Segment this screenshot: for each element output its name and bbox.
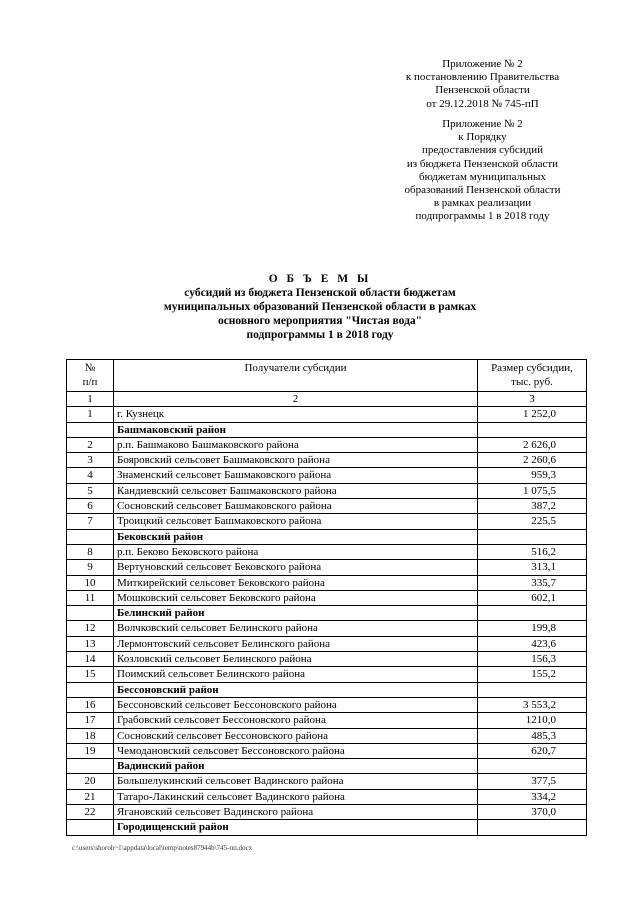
table-row: [67, 575, 587, 590]
row-number: 20: [67, 774, 114, 789]
subsidy-amount: 2 260,6: [478, 453, 587, 468]
table-row: [67, 483, 587, 498]
district-row: [67, 606, 587, 621]
recipient-name: Бессоновский сельсовет Бессоновского района: [114, 697, 478, 712]
district-row: [67, 422, 587, 437]
recipient-name: Поимский сельсовет Белинского района: [114, 667, 478, 682]
appendix-line: к постановлению Правительства: [405, 71, 560, 84]
subsidy-amount: 1210,0: [478, 713, 587, 728]
subsidy-amount: 3 553,2: [478, 697, 587, 712]
table-row: [67, 590, 587, 605]
subsidy-amount: 485,3: [478, 728, 587, 743]
table-row: [67, 728, 587, 743]
table-row: [67, 468, 587, 483]
empty-cell: [67, 529, 114, 544]
document-subtitle: [120, 286, 520, 342]
subsidy-amount: 199,8: [478, 621, 587, 636]
header-recipients: Получатели субсидии: [114, 360, 478, 392]
index-cell: 2: [114, 392, 478, 407]
empty-cell: [478, 682, 587, 697]
table-row: [67, 544, 587, 559]
subsidy-amount: 423,6: [478, 636, 587, 651]
appendix-line: образований Пензенской области: [404, 184, 561, 197]
row-number: 5: [67, 483, 114, 498]
table-row: [67, 453, 587, 468]
subsidy-amount: 620,7: [478, 743, 587, 758]
empty-cell: [67, 682, 114, 697]
row-number: 19: [67, 743, 114, 758]
district-row: [67, 529, 587, 544]
recipient-name: Троицкий сельсовет Башмаковского района: [114, 514, 478, 529]
recipient-name: Бояровский сельсовет Башмаковского района: [114, 453, 478, 468]
row-number: 1: [67, 407, 114, 422]
table-row: [67, 499, 587, 514]
row-number: 7: [67, 514, 114, 529]
district-row: [67, 759, 587, 774]
row-number: 11: [67, 590, 114, 605]
empty-cell: [67, 820, 114, 835]
district-name: Вадинский район: [114, 759, 478, 774]
recipient-name: Волчковский сельсовет Белинского района: [114, 621, 478, 636]
subsidy-amount: 334,2: [478, 789, 587, 804]
empty-cell: [478, 529, 587, 544]
heading-line: муниципальных образований Пензенской области в рамках: [163, 301, 477, 313]
appendix-line: Приложение № 2: [442, 58, 523, 70]
document-heading: [120, 272, 520, 342]
row-number: 9: [67, 560, 114, 575]
table-row: [67, 805, 587, 820]
subsidy-amount: 602,1: [478, 590, 587, 605]
recipient-name: Знаменский сельсовет Башмаковского района: [114, 468, 478, 483]
table-header-row: [67, 360, 587, 392]
subsidy-amount: 335,7: [478, 575, 587, 590]
appendix-line: Приложение № 2: [442, 118, 523, 130]
recipient-name: Вертуновский сельсовет Бековского района: [114, 560, 478, 575]
recipient-name: р.п. Башмаково Башмаковского района: [114, 437, 478, 452]
empty-cell: [478, 759, 587, 774]
index-cell: 1: [67, 392, 114, 407]
empty-cell: [478, 820, 587, 835]
recipient-name: Сосновский сельсовет Башмаковского района: [114, 499, 478, 514]
recipient-name: Миткирейский сельсовет Бековского района: [114, 575, 478, 590]
table-row: [67, 697, 587, 712]
appendix-line: предоставления субсидий: [421, 144, 544, 157]
district-name: Бессоновский район: [114, 682, 478, 697]
row-number: 13: [67, 636, 114, 651]
table-row: [67, 636, 587, 651]
recipient-name: Татаро-Лакинский сельсовет Вадинского района: [114, 789, 478, 804]
recipient-name: Кандиевский сельсовет Башмаковского района: [114, 483, 478, 498]
heading-line: подпрограммы 1 в 2018 году: [246, 329, 394, 341]
subsidy-amount: 377,5: [478, 774, 587, 789]
recipient-name: Ягановский сельсовет Вадинского района: [114, 805, 478, 820]
header-amount: Размер субсидии, тыс. руб.: [478, 360, 587, 392]
recipient-name: Лермонтовский сельсовет Белинского района: [114, 636, 478, 651]
subsidy-amount: 156,3: [478, 652, 587, 667]
table-row: [67, 667, 587, 682]
table-row: [67, 789, 587, 804]
heading-line: основного мероприятия "Чистая вода": [217, 315, 423, 327]
table-index-row: [67, 392, 587, 407]
district-name: Белинский район: [114, 606, 478, 621]
row-number: 21: [67, 789, 114, 804]
table-row: [67, 713, 587, 728]
appendix-line: Пензенской области: [435, 84, 530, 97]
row-number: 22: [67, 805, 114, 820]
recipient-name: Козловский сельсовет Белинского района: [114, 652, 478, 667]
subsidy-amount: 1 075,5: [478, 483, 587, 498]
subsidy-amount: 2 626,0: [478, 437, 587, 452]
row-number: 17: [67, 713, 114, 728]
district-name: Городищенский район: [114, 820, 478, 835]
district-row: [67, 820, 587, 835]
subsidy-amount: 225,5: [478, 514, 587, 529]
index-cell: 3: [478, 392, 587, 407]
subsidy-amount: 1 252,0: [478, 407, 587, 422]
document-title: О Б Ъ Е М Ы: [268, 273, 372, 285]
table-row: [67, 621, 587, 636]
table-row: [67, 437, 587, 452]
row-number: 16: [67, 697, 114, 712]
row-number: 2: [67, 437, 114, 452]
empty-cell: [478, 422, 587, 437]
empty-cell: [67, 422, 114, 437]
row-number: 10: [67, 575, 114, 590]
row-number: 8: [67, 544, 114, 559]
table-row: [67, 652, 587, 667]
recipient-name: Большелукинский сельсовет Вадинского района: [114, 774, 478, 789]
row-number: 3: [67, 453, 114, 468]
subsidy-amount: 387,2: [478, 499, 587, 514]
subsidy-table: [66, 359, 587, 836]
header-number: № п/п: [67, 360, 114, 392]
recipient-name: р.п. Беково Бековского района: [114, 544, 478, 559]
row-number: 18: [67, 728, 114, 743]
table-row: [67, 774, 587, 789]
subsidy-amount: 313,1: [478, 560, 587, 575]
appendix-procedure-reference: [380, 118, 585, 224]
empty-cell: [478, 606, 587, 621]
subsidy-amount: 370,0: [478, 805, 587, 820]
subsidy-amount: 516,2: [478, 544, 587, 559]
table-row: [67, 514, 587, 529]
recipient-name: г. Кузнецк: [114, 407, 478, 422]
appendix-line: к Порядку: [458, 131, 507, 144]
appendix-line: подпрограммы 1 в 2018 году: [415, 210, 550, 223]
row-number: 14: [67, 652, 114, 667]
file-path-footer: c:\users\shoroh~1\appdata\local\temp\notes87944b\745-пп.docx: [72, 844, 253, 852]
appendix-reference: [380, 58, 585, 111]
appendix-line: от 29.12.2018 № 745-пП: [426, 97, 539, 110]
table-row: [67, 743, 587, 758]
table-row: [67, 560, 587, 575]
row-number: 4: [67, 468, 114, 483]
district-name: Бековский район: [114, 529, 478, 544]
row-number: 12: [67, 621, 114, 636]
district-row: [67, 682, 587, 697]
table-row: [67, 407, 587, 422]
recipient-name: Чемодановский сельсовет Бессоновского района: [114, 743, 478, 758]
recipient-name: Грабовский сельсовет Бессоновского района: [114, 713, 478, 728]
appendix-line: из бюджета Пензенской области: [406, 157, 559, 170]
recipient-name: Мошковский сельсовет Бековского района: [114, 590, 478, 605]
row-number: 15: [67, 667, 114, 682]
row-number: 6: [67, 499, 114, 514]
heading-line: субсидий из бюджета Пензенской области бюджетам: [184, 287, 456, 299]
recipient-name: Сосновский сельсовет Бессоновского района: [114, 728, 478, 743]
district-name: Башмаковский район: [114, 422, 478, 437]
subsidy-amount: 959,3: [478, 468, 587, 483]
subsidy-amount: 155,2: [478, 667, 587, 682]
empty-cell: [67, 606, 114, 621]
appendix-line: бюджетам муниципальных: [419, 170, 546, 183]
empty-cell: [67, 759, 114, 774]
appendix-line: в рамках реализации: [433, 197, 532, 210]
